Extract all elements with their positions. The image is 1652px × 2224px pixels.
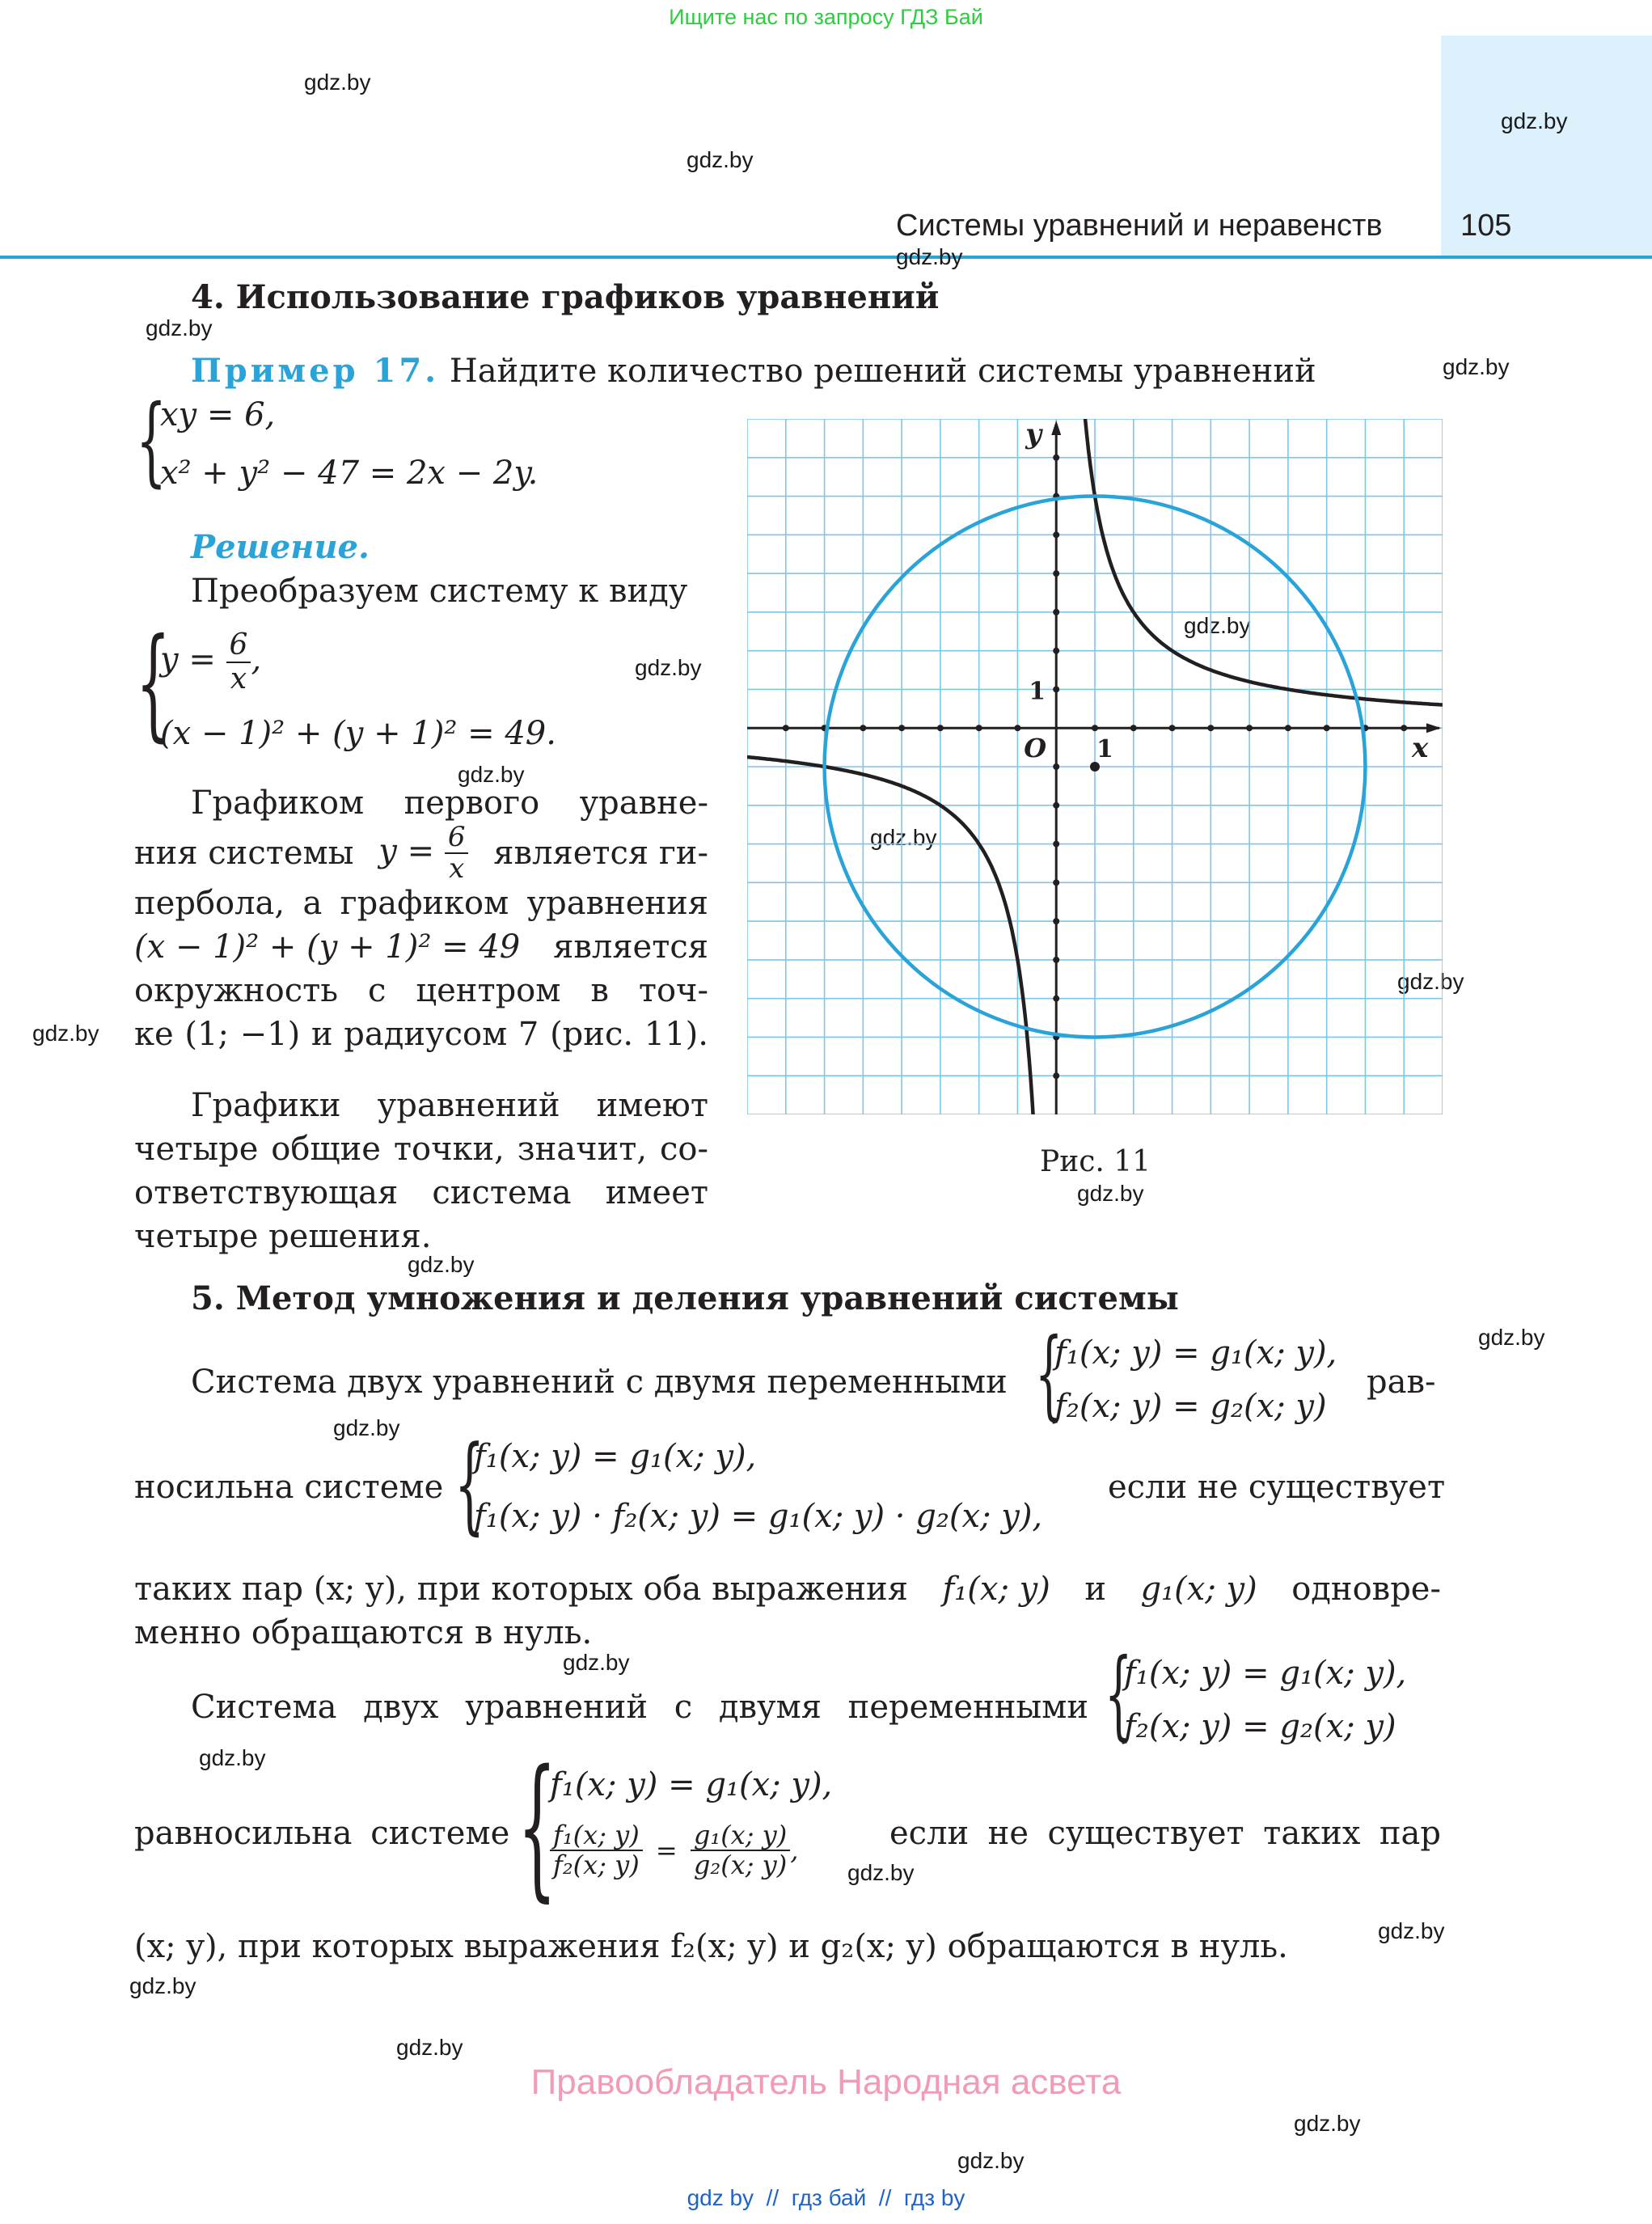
- watermark: gdz.by: [199, 1745, 266, 1770]
- y-tick: [1053, 609, 1059, 615]
- y-tick: [1053, 763, 1059, 770]
- example-17: [191, 349, 1316, 393]
- watermark: gdz.by: [333, 1415, 400, 1440]
- p3-text-a: таких пар (x; y), при которых оба выражения: [134, 1571, 908, 1608]
- watermark: gdz.by: [304, 70, 371, 95]
- fraction-denominator: f₂(x; y): [553, 1850, 640, 1881]
- y-tick: [1053, 918, 1059, 924]
- x-tick: [1130, 725, 1137, 731]
- para1-line-1: Графиком первого уравне-: [191, 784, 708, 822]
- x-tick: [1401, 725, 1407, 731]
- x-tick: [898, 725, 905, 731]
- p2-text: носильна системе: [134, 1469, 444, 1506]
- copyright: Правообладатель Народная асвета: [530, 2062, 1122, 2102]
- p4-text: [191, 1685, 1088, 1729]
- watermark: gdz.by: [1077, 1181, 1144, 1206]
- y-axis-arrow: [1051, 421, 1061, 435]
- p3-line-1: [134, 1567, 1441, 1611]
- footer-links[interactable]: gdz by // гдз бай // гдз by: [687, 2185, 965, 2210]
- y-tick: [1053, 802, 1059, 809]
- tick-label-x-1: 1: [1096, 735, 1113, 764]
- x-tick: [1324, 725, 1330, 731]
- para1-text-c: является: [553, 928, 708, 966]
- watermark: gdz.by: [896, 244, 963, 269]
- system-line-2: x² + y² − 47 = 2x − 2y.: [160, 455, 539, 492]
- watermark: gdz.by: [129, 1973, 196, 1998]
- p3-text-b: одновре-: [1291, 1571, 1441, 1608]
- chapter-title: Системы уравнений и неравенств: [896, 209, 1383, 243]
- system-a-line-2: f₂(x; y) = g₂(x; y): [1054, 1388, 1327, 1425]
- p5-tail: [889, 1812, 1441, 1855]
- watermark: gdz.by: [563, 1650, 630, 1675]
- p6-text: (x; y), при которых выражения f₂(x; y) и g₂(x; y) обращаются в нуль.: [134, 1928, 1288, 1965]
- axis-x-label: x: [1412, 732, 1429, 765]
- para2-line-2: четыре общие точки, значит, со-: [134, 1131, 708, 1168]
- figure-caption: Рис. 11: [1040, 1145, 1151, 1178]
- system-line-1: xy = 6,: [160, 396, 276, 433]
- figure-11-graph: [747, 419, 1443, 1114]
- x-tick: [976, 725, 982, 731]
- p3-g1: g₁(x; y): [1140, 1571, 1257, 1608]
- page-number: 105: [1460, 209, 1512, 243]
- x-tick: [860, 725, 866, 731]
- system-2-line-1: y = $\frac{6}{x}$ ,: [160, 628, 262, 696]
- solution-intro: Преобразуем систему к виду: [191, 573, 688, 610]
- watermark: gdz.by: [1443, 354, 1510, 379]
- y-tick: [1053, 996, 1059, 1002]
- axis-y-label: y: [1025, 419, 1041, 450]
- x-tick: [1285, 725, 1291, 731]
- system-d-line-1: f₁(x; y) = g₁(x; y),: [550, 1766, 833, 1803]
- fraction-numerator: g₁(x; y): [691, 1821, 790, 1851]
- para2-line-3: ответствующая система имеет: [134, 1174, 708, 1211]
- p1-text: Система двух уравнений с двумя переменными: [191, 1364, 1008, 1401]
- fraction-denominator: g₂(x; y): [693, 1850, 788, 1881]
- fraction-g1-over-g2: [691, 1821, 790, 1879]
- x-tick: [1169, 725, 1176, 731]
- system-b-line-2: f₁(x; y) · f₂(x; y) = g₁(x; y) · g₂(x; y),: [474, 1498, 1043, 1535]
- x-tick: [1207, 725, 1214, 731]
- p5-tail-line: если не существует таких пар: [889, 1815, 1441, 1852]
- fraction-numerator: 6: [445, 822, 469, 854]
- para1-line-2: [134, 820, 708, 885]
- fraction-numerator: f₁(x; y): [550, 1821, 643, 1851]
- para1-equation: [378, 822, 468, 885]
- system-2-line-2: (x − 1)² + (y + 1)² = 49.: [160, 715, 556, 752]
- fraction-denominator: x: [230, 662, 247, 696]
- para1-line-3: пербола, а графиком уравнения: [134, 885, 708, 922]
- fraction-denominator: x: [449, 852, 465, 885]
- fraction-numerator: 6: [226, 629, 251, 663]
- y-tick: [1053, 531, 1059, 538]
- watermark: gdz.by: [957, 2148, 1025, 2173]
- p1-tail: рав-: [1367, 1364, 1436, 1401]
- y-tick: [1053, 1072, 1059, 1079]
- system-c-brace: {: [1105, 1638, 1133, 1751]
- hyperbola-branch-positive: [1083, 419, 1443, 705]
- paragraph-graph-explanation: [134, 781, 708, 1056]
- section-4-heading: 4. Использование графиков уравнений: [191, 278, 940, 316]
- system-a-brace: {: [1035, 1318, 1063, 1431]
- watermark: gdz.by: [1184, 613, 1251, 638]
- hyperbola-branch-negative: [747, 757, 1035, 1114]
- para1-line-4: [134, 925, 708, 969]
- x-tick: [937, 725, 944, 731]
- example-text: Найдите количество решений системы уравнений: [449, 353, 1316, 390]
- tick-label-y-1: 1: [1029, 677, 1046, 706]
- y-tick: [1053, 686, 1059, 692]
- para1-circle-equation: (x − 1)² + (y + 1)² = 49: [134, 928, 521, 966]
- section-5-heading: 5. Метод умножения и деления уравнений системы: [191, 1279, 1179, 1317]
- x-axis-arrow: [1426, 723, 1441, 733]
- x-tick: [1092, 725, 1098, 731]
- p3-line-2: менно обращаются в нуль.: [134, 1614, 593, 1651]
- watermark: gdz.by: [1501, 108, 1568, 133]
- fraction-6-over-x: [226, 629, 251, 695]
- watermark: gdz.by: [32, 1021, 99, 1046]
- watermark: gdz.by: [396, 2035, 463, 2060]
- p3-and: и: [1084, 1571, 1107, 1608]
- para1-line-6: ке (1; −1) и радиусом 7 (рис. 11).: [134, 1016, 708, 1053]
- para1-y-eq: y =: [378, 832, 435, 869]
- watermark: gdz.by: [146, 315, 213, 340]
- watermark: gdz.by: [1378, 1918, 1445, 1943]
- p5-text: равносильна системе: [134, 1815, 510, 1852]
- watermark: gdz.by: [635, 655, 702, 680]
- y-tick: [1053, 455, 1059, 461]
- origin-label: O: [1024, 733, 1047, 764]
- p4-text-line: Система двух уравнений с двумя переменными: [191, 1689, 1088, 1726]
- y-tick: [1053, 879, 1059, 886]
- watermark: gdz.by: [1294, 2111, 1361, 2136]
- system-b-brace: {: [454, 1423, 485, 1545]
- y-tick: [1053, 841, 1059, 848]
- y-tick: [1053, 957, 1059, 963]
- para2-line-4: четыре решения.: [134, 1218, 432, 1255]
- y-tick: [1053, 648, 1059, 654]
- x-tick: [783, 725, 789, 731]
- fraction-f1-over-f2: [550, 1821, 643, 1879]
- watermark: gdz.by: [870, 825, 937, 850]
- system-brace: {: [136, 385, 167, 497]
- para1-text-b: является ги-: [493, 835, 708, 872]
- paragraph-conclusion: [134, 1084, 708, 1258]
- example-label: Пример 17.: [191, 352, 440, 390]
- top-banner[interactable]: Ищите нас по запросу ГДЗ Бай: [669, 5, 983, 29]
- x-tick: [1246, 725, 1253, 731]
- system-b-line-1: f₁(x; y) = g₁(x; y),: [474, 1438, 757, 1475]
- p3-f1: f₁(x; y): [942, 1571, 1050, 1608]
- system-c-line-2: f₂(x; y) = g₂(x; y): [1124, 1708, 1396, 1745]
- watermark: gdz.by: [1397, 969, 1464, 994]
- header-rule: [0, 256, 1652, 259]
- watermark: gdz.by: [458, 762, 525, 787]
- system-2-brace: {: [136, 613, 171, 754]
- system-d-comma: ,: [790, 1835, 799, 1867]
- system-2-y-eq: y =: [160, 641, 216, 679]
- system-d-line-2: [550, 1821, 798, 1879]
- system-c-line-1: f₁(x; y) = g₁(x; y),: [1124, 1655, 1407, 1692]
- system-d-brace: {: [518, 1737, 557, 1916]
- para1-line-5: окружность с центром в точ-: [134, 972, 708, 1009]
- fraction-6-over-x-inline: [445, 822, 469, 885]
- p2-tail: если не существует: [1108, 1469, 1446, 1506]
- para1-text-a: ния системы: [134, 835, 354, 872]
- y-tick: [1053, 570, 1059, 577]
- watermark: gdz.by: [847, 1860, 915, 1885]
- watermark: gdz.by: [408, 1252, 475, 1277]
- x-tick: [1014, 725, 1020, 731]
- system-a-line-1: f₁(x; y) = g₁(x; y),: [1054, 1334, 1337, 1372]
- system-d-equals: =: [655, 1835, 678, 1867]
- watermark: gdz.by: [687, 147, 754, 172]
- para2-line-1: Графики уравнений имеют: [191, 1087, 708, 1124]
- solution-label: Решение.: [191, 528, 370, 566]
- watermark: gdz.by: [1478, 1325, 1545, 1350]
